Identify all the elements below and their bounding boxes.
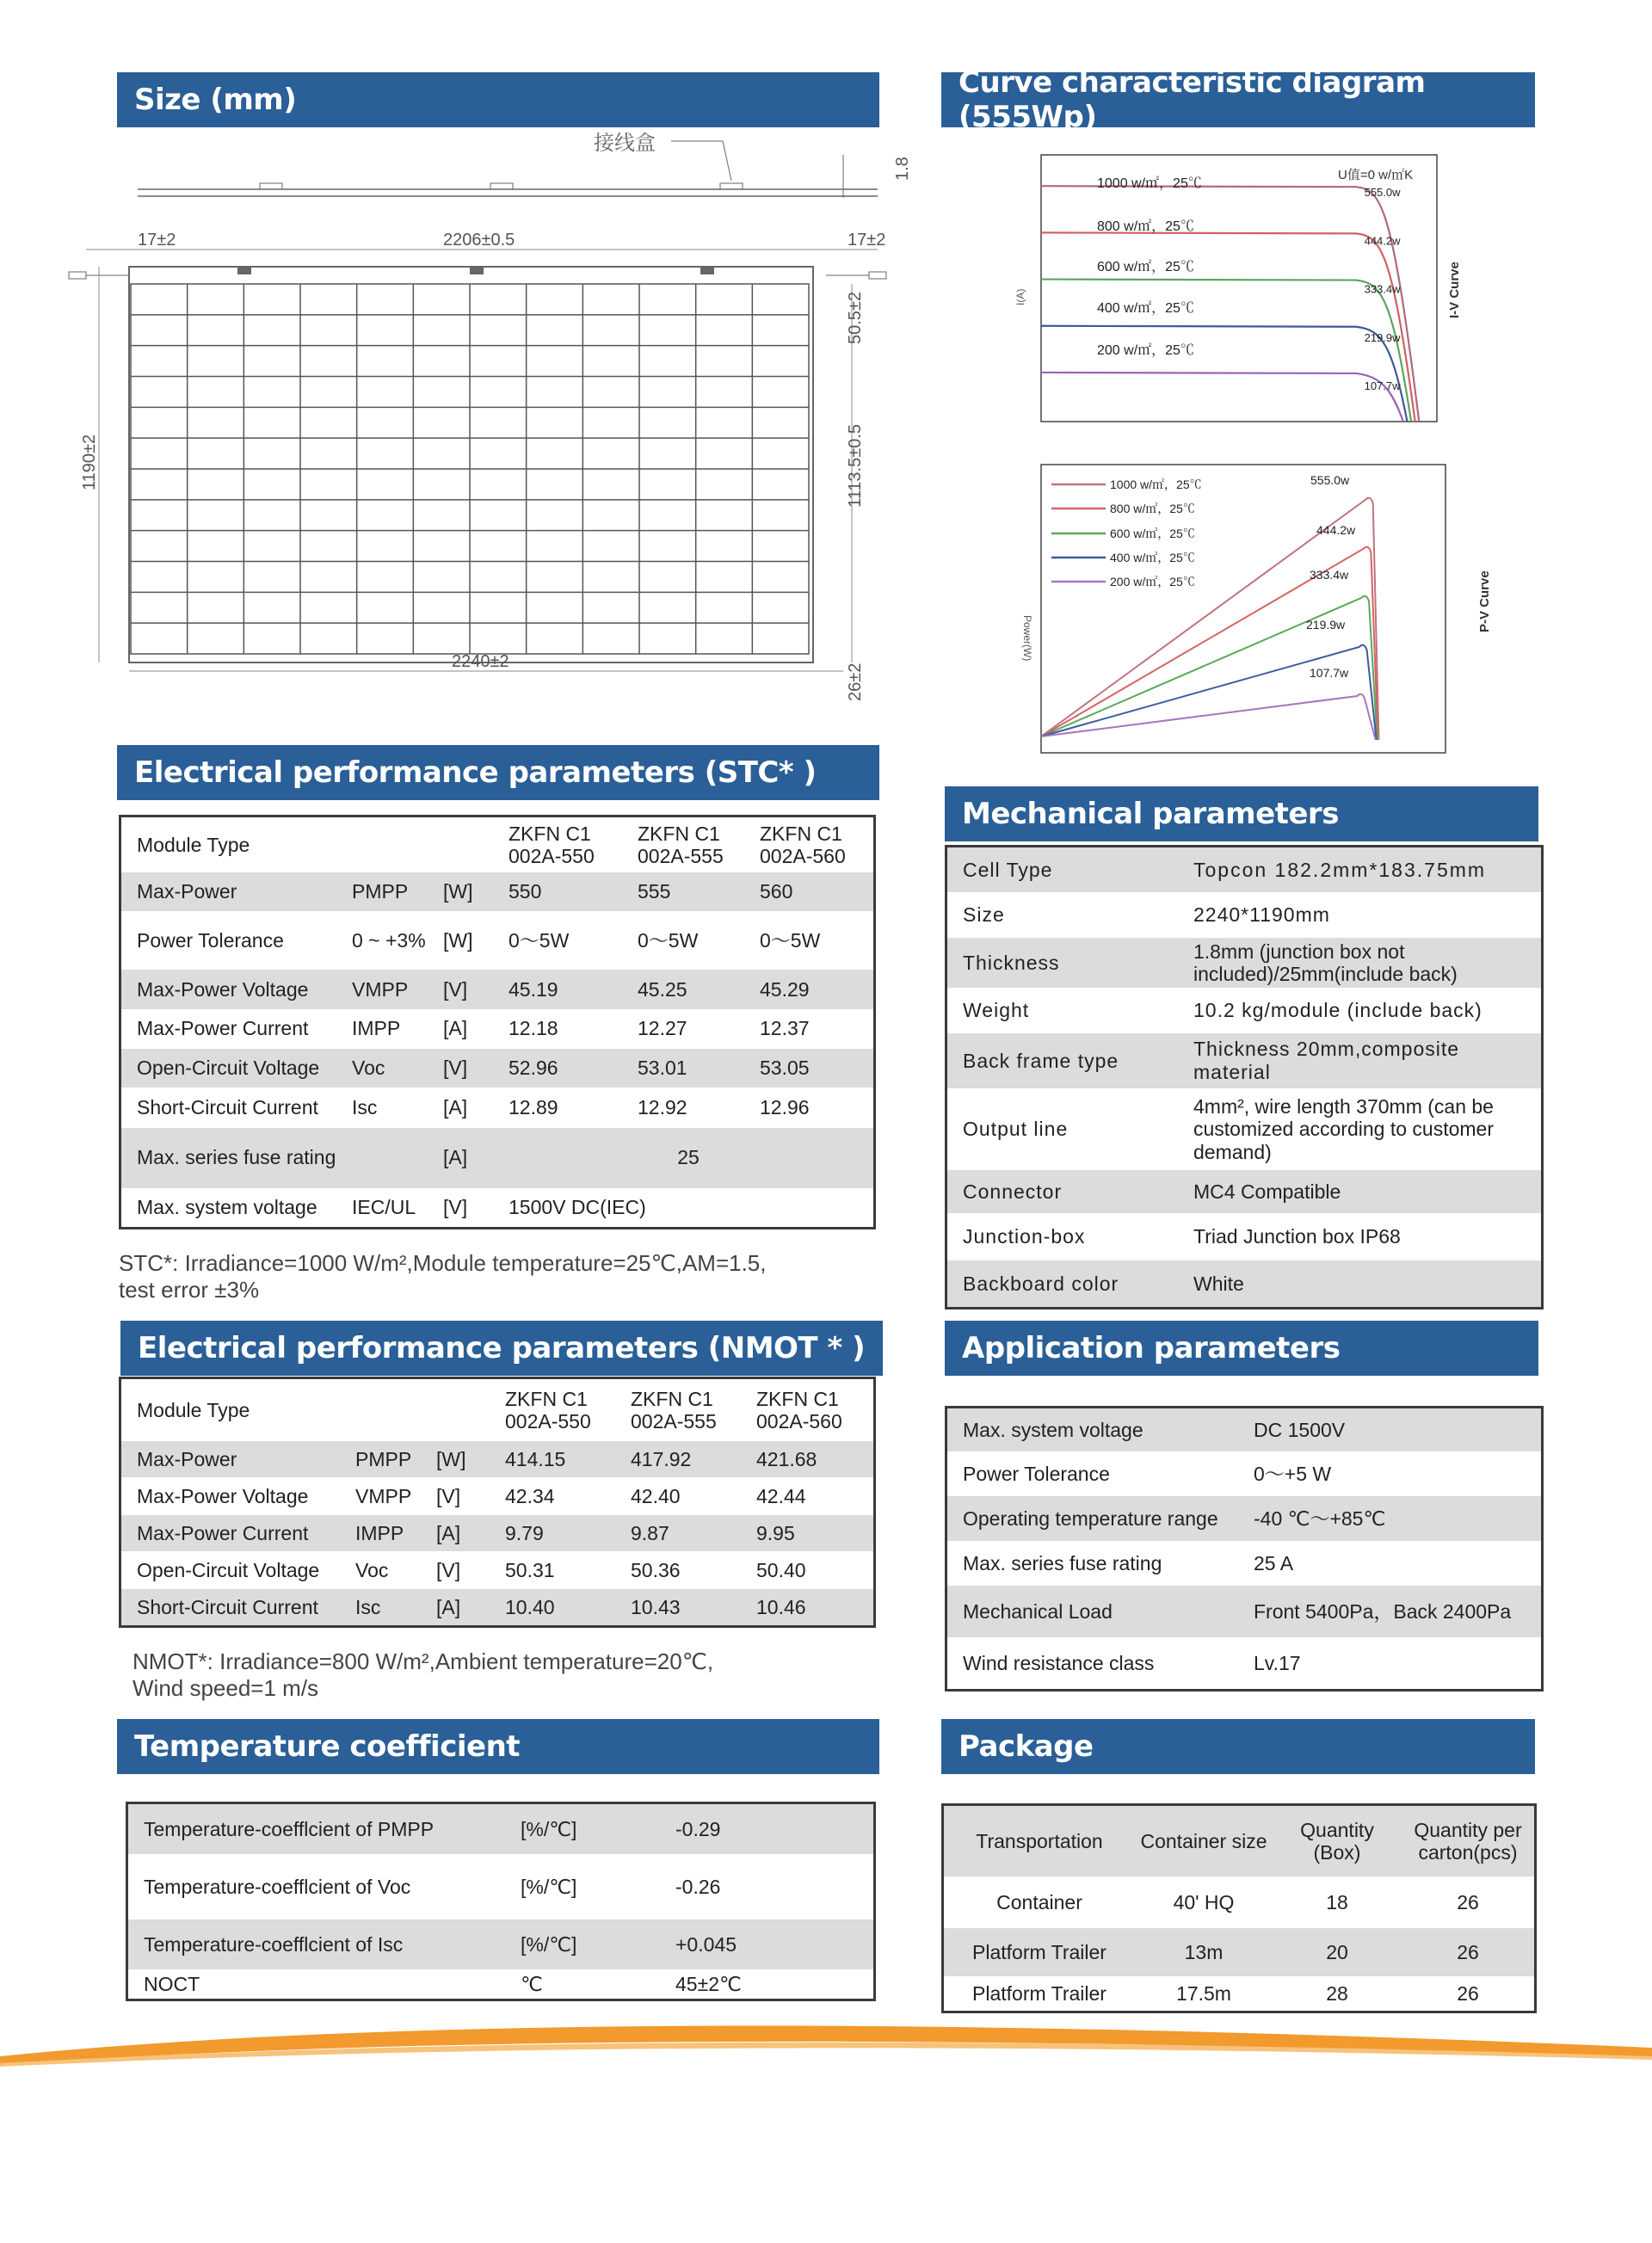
- pkg-col-transportation: Transportation: [944, 1806, 1135, 1876]
- pkg-col-quantity-box: Quantity (Box): [1273, 1806, 1402, 1876]
- nmot-title: Electrical performance parameters (NMOT * ): [138, 1331, 866, 1365]
- iv-series-label: 600 w/㎡，25℃: [1097, 260, 1194, 274]
- table-row: Junction-box Triad Junction box IP68: [963, 1225, 1401, 1248]
- table-row: Cell Type Topcon 182.2mm*183.75mm: [947, 847, 1541, 892]
- iv-power-value: 555.0w: [1364, 186, 1401, 200]
- stc-fuse-value: 25: [503, 1128, 873, 1188]
- app-header: [945, 1321, 1538, 1376]
- cell-grid: [129, 267, 813, 662]
- pv-legend-label: 1000 w/㎡，25℃: [1110, 478, 1202, 491]
- table-row: Max. system voltage IEC/UL [V] 1500V DC(IEC): [137, 1196, 646, 1219]
- iv-series-label: 200 w/㎡，25℃: [1097, 343, 1194, 358]
- mech-table: [945, 845, 1544, 1309]
- pv-legend-label: 400 w/㎡，25℃: [1110, 551, 1195, 564]
- pv-curve-line: [1041, 694, 1376, 740]
- temp-title: Temperature coefficient: [134, 1729, 521, 1764]
- stc-title: Electrical performance parameters (STC* ): [134, 755, 817, 790]
- dim-r1: 50.5±2: [846, 291, 865, 344]
- dim-top-left: 17±2: [138, 231, 176, 250]
- pv-legend-label: 800 w/㎡，25℃: [1110, 502, 1195, 515]
- stc-table: [119, 815, 876, 1229]
- nmot-header: [120, 1321, 883, 1376]
- table-row: Power Tolerance 0 ~ +3% [W] 0～5W 0～5W 0～5W: [137, 928, 821, 952]
- dim-r2: 1113.5±0.5: [846, 424, 865, 508]
- stc-module-type-label: Module Type: [137, 833, 250, 856]
- iv-curve-line: [1041, 373, 1403, 422]
- table-row: Thickness 1.8mm (junction box not included)/25mm(include back): [947, 938, 1541, 988]
- table-row: Mechanical Load Front 5400Pa，Back 2400Pa: [947, 1586, 1541, 1637]
- table-row: Max-Power Current IMPP [A] 9.79 9.87 9.95: [121, 1515, 873, 1551]
- table-row: Open-Circuit Voltage Voc [V] 50.31 50.36 50.40: [137, 1558, 806, 1581]
- table-row: Weight 10.2 kg/module (include back): [963, 999, 1482, 1022]
- table-row: Max-Power Current IMPP [A] 12.18 12.27 12.37: [137, 1017, 810, 1040]
- nmot-model-555: ZKFN C1 002A-555: [631, 1387, 717, 1433]
- iv-chart: [1007, 142, 1471, 434]
- table-row: NOCT ℃ 45±2℃: [144, 1972, 742, 1995]
- svg-text:I(A): I(A): [1014, 288, 1026, 305]
- stc-model-555: ZKFN C1 002A-555: [638, 822, 724, 867]
- nmot-model-560: ZKFN C1 002A-560: [756, 1387, 842, 1433]
- pv-legend-label: 600 w/㎡，25℃: [1110, 527, 1195, 540]
- pkg-col-container-size: Container size: [1135, 1806, 1273, 1876]
- dim-bottom: 2240±2: [452, 652, 509, 671]
- table-row: Short-Circuit Current Isc [A] 12.89 12.92 12.96: [137, 1096, 810, 1119]
- stc-header: [117, 745, 879, 800]
- iv-curve-label: I-V Curve: [1447, 262, 1462, 318]
- table-row: Platform Trailer 13m 20 26: [944, 1928, 1534, 1976]
- table-row: Connector MC4 Compatible: [947, 1170, 1541, 1213]
- dim-thickness: 1.8: [893, 157, 912, 181]
- table-row: Size 2240*1190mm: [963, 903, 1330, 927]
- table-row: Platform Trailer 17.5m 28 26: [972, 1981, 1479, 2005]
- pv-power-value: 333.4w: [1310, 568, 1349, 582]
- curve-title: Curve characteristic diagram (555Wp): [959, 65, 1426, 134]
- table-row: Short-Circuit Current Isc [A] 10.40 10.43 10.46: [121, 1589, 873, 1625]
- stc-note: STC*: Irradiance=1000 W/m²,Module temperature=25℃,AM=1.5, test error ±3%: [119, 1250, 767, 1303]
- dim-r3: 26±2: [846, 662, 865, 701]
- pv-power-value: 444.2w: [1316, 523, 1356, 537]
- size-header: [117, 72, 879, 127]
- iv-uvalue: U值=0 w/㎡K: [1338, 168, 1414, 182]
- nmot-table: [119, 1377, 876, 1628]
- table-row: Wind resistance class Lv.17: [963, 1651, 1301, 1674]
- table-row: Output line 4mm², wire length 370mm (can be customized according to customer demand): [963, 1094, 1494, 1163]
- nmot-module-type-label: Module Type: [137, 1398, 250, 1421]
- app-title: Application parameters: [962, 1331, 1341, 1365]
- table-row: Open-Circuit Voltage Voc [V] 52.96 53.01 53.05: [121, 1049, 873, 1088]
- table-row: Backboard color White: [947, 1260, 1541, 1307]
- pv-power-value: 555.0w: [1310, 473, 1350, 487]
- pkg-title: Package: [959, 1729, 1094, 1764]
- table-row: Max. system voltage DC 1500V: [947, 1408, 1541, 1451]
- nmot-note: NMOT*: Irradiance=800 W/m²,Ambient temperature=20℃, Wind speed=1 m/s: [133, 1648, 714, 1702]
- pv-chart: [1007, 452, 1492, 761]
- iv-series-label: 800 w/㎡，25℃: [1097, 219, 1194, 234]
- table-row: Temperature-coefflcient of Isc [%/℃] +0.045: [128, 1919, 873, 1969]
- svg-text:Power(W): Power(W): [1021, 615, 1033, 662]
- footer-swoosh: [0, 1996, 1652, 2074]
- table-row: Temperature-coefflcient of Voc [%/℃] -0.26: [144, 1875, 721, 1898]
- stc-model-560: ZKFN C1 002A-560: [760, 822, 846, 867]
- pv-power-value: 107.7w: [1310, 666, 1349, 680]
- junction-label: 接线盒: [594, 132, 656, 155]
- dim-top-mid: 2206±0.5: [443, 231, 515, 250]
- table-row: Max. series fuse rating [A] 25: [121, 1128, 873, 1188]
- table-row: Max-Power PMPP [W] 550 555 560: [121, 872, 873, 911]
- table-row: Max-Power PMPP [W] 414.15 417.92 421.68: [121, 1441, 873, 1477]
- size-title: Size (mm): [134, 83, 297, 117]
- table-row: Power Tolerance 0～+5 W: [963, 1462, 1332, 1485]
- iv-power-value: 444.2w: [1364, 234, 1401, 248]
- pv-power-value: 219.9w: [1306, 618, 1346, 632]
- table-row: Max-Power Voltage VMPP [V] 45.19 45.25 45.29: [121, 970, 873, 1008]
- dim-left: 1190±2: [80, 434, 99, 490]
- mech-header: [945, 786, 1538, 841]
- table-row: Temperature-coefflcient of PMPP [%/℃] -0.29: [128, 1804, 873, 1854]
- pkg-header: [941, 1719, 1535, 1774]
- stc-model-550: ZKFN C1 002A-550: [509, 822, 595, 867]
- curve-header: [941, 65, 1535, 134]
- table-row: Max. series fuse rating 25 A: [963, 1551, 1294, 1574]
- iv-power-value: 107.7w: [1364, 379, 1401, 392]
- pkg-table: [941, 1803, 1537, 2013]
- iv-series-label: 400 w/㎡，25℃: [1097, 301, 1194, 316]
- mech-title: Mechanical parameters: [962, 797, 1339, 831]
- pv-curve-label: P-V Curve: [1477, 570, 1492, 632]
- table-row: Back frame type Thickness 20mm,composite material: [947, 1033, 1541, 1088]
- pv-legend-label: 200 w/㎡，25℃: [1110, 575, 1195, 588]
- pkg-col-quantity-carton: Quantity per carton(pcs): [1402, 1806, 1534, 1876]
- table-row: Max-Power Voltage VMPP [V] 42.34 42.40 42.44: [137, 1484, 806, 1507]
- iv-power-value: 333.4w: [1364, 282, 1401, 296]
- app-table: [945, 1406, 1544, 1691]
- pv-curve-line: [1041, 645, 1377, 740]
- dim-top-right: 17±2: [848, 231, 886, 250]
- table-row: Operating temperature range -40 ℃～+85℃: [947, 1496, 1541, 1541]
- temp-header: [117, 1719, 879, 1774]
- table-row: Container 40' HQ 18 26: [996, 1890, 1479, 1913]
- iv-power-value: 219.9w: [1364, 330, 1401, 344]
- iv-series-label: 1000 w/㎡，25℃: [1097, 176, 1202, 191]
- temp-table: [126, 1802, 876, 2001]
- panel-drawing: [52, 129, 912, 714]
- nmot-model-550: ZKFN C1 002A-550: [505, 1387, 591, 1433]
